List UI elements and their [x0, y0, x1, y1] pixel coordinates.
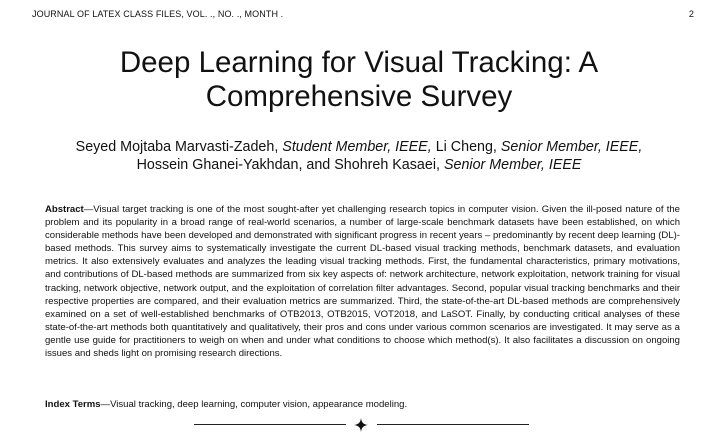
conjunction: and [306, 157, 331, 173]
index-terms-label: Index Terms [45, 399, 101, 410]
author-name: Seyed Mojtaba Marvasti-Zadeh, [75, 139, 279, 155]
journal-line: JOURNAL OF LATEX CLASS FILES, VOL. ., NO. ., MONTH . [32, 9, 284, 19]
index-terms [45, 398, 680, 411]
abstract [45, 203, 680, 360]
author-line-1 [0, 138, 718, 156]
title-line-2: Comprehensive Survey [205, 80, 513, 113]
author-line-2 [0, 156, 718, 174]
author-list [0, 138, 718, 174]
author-name: Li Cheng, [435, 139, 497, 155]
author-name: Shohreh Kasaei, [334, 157, 440, 173]
paper-title [0, 46, 718, 114]
separator-line-left [194, 424, 346, 425]
abstract-label: Abstract [45, 204, 84, 215]
author-affiliation: Senior Member, IEEE [443, 157, 582, 173]
author-affiliation: Student Member, IEEE, [282, 139, 432, 155]
page-number: 2 [688, 9, 694, 19]
author-name: Hossein Ghanei-Yakhdan, [136, 157, 303, 173]
four-point-star-icon [354, 418, 368, 432]
index-terms-text: —Visual tracking, deep learning, computer vision, appearance modeling. [100, 399, 408, 410]
separator-line-right [377, 424, 529, 425]
section-separator [0, 418, 718, 432]
abstract-text: —Visual target tracking is one of the most sought-after yet challenging research topics in computer vision. Given the ill-posed nature of the problem and its popularity in a broad range of real-world scenarios, a number of large-scale benchmark datasets have been established, on which considerable methods have been developed and demonstrated with significant progress in recent years – predominantly by recent deep learning (DL)-based methods. This survey aims to systematically investigate the current DL-based visual tracking methods, benchmark datasets, and evaluation metrics. It also extensively evaluates and analyzes the leading visual tracking methods. First, the fundamental characteristics, primary motivations, and contributions of DL-based methods are summarized from six key aspects of: network architecture, network exploitation, network training for visual tracking, network objective, network output, and the exploitation of correlation filter advantages. Second, popular visual tracking benchmarks and their respective properties are compared, and their evaluation metrics are summarized. Third, the state-of-the-art DL-based methods are comprehensively examined on a set of well-established benchmarks of OTB2013, OTB2015, VOT2018, and LaSOT. Finally, by conducting critical analyses of these state-of-the-art methods both quantitatively and qualitatively, their pros and cons under various common scenarios are investigated. It may serve as a gentle use guide for practitioners to weigh on when and under what conditions to choose which method(s). It also facilitates a discussion on ongoing issues and sheds light on promising research directions. [45, 204, 680, 360]
title-line-1: Deep Learning for Visual Tracking: A [119, 46, 599, 79]
author-affiliation: Senior Member, IEEE, [500, 139, 643, 155]
